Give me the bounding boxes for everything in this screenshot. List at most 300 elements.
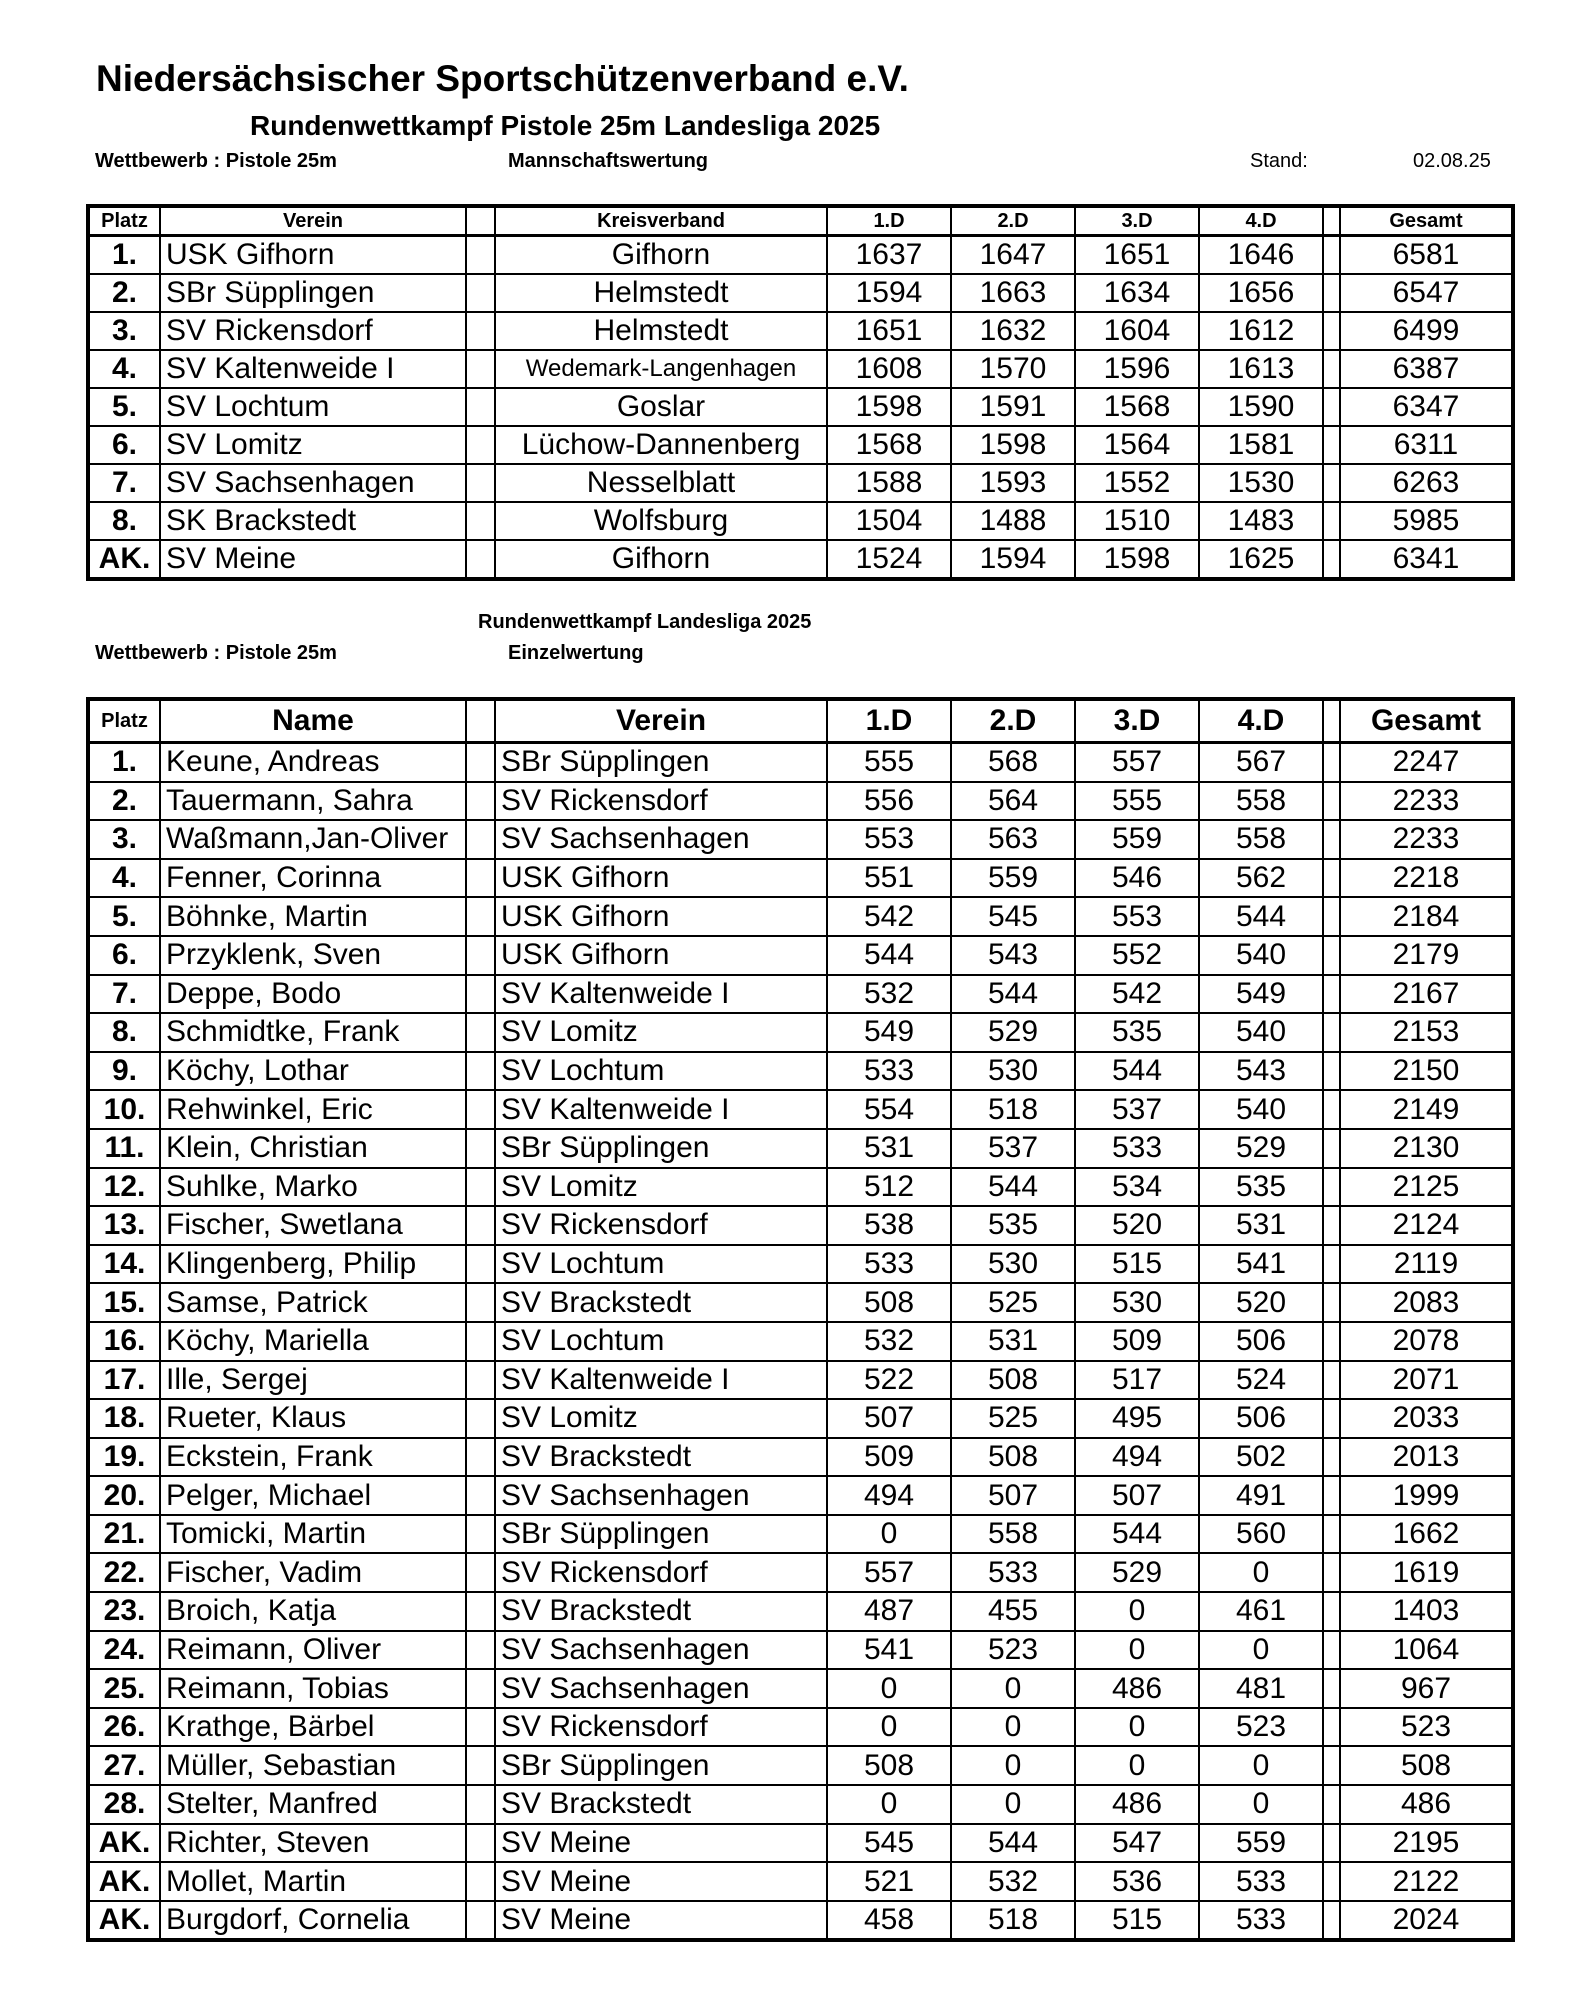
individual-d3: 0 [1075, 1631, 1199, 1670]
individual-row [88, 936, 1513, 975]
individual-d3: 557 [1075, 743, 1199, 782]
individual-row [88, 782, 1513, 821]
individual-d1: 508 [827, 1746, 951, 1785]
team-table-header [88, 206, 1513, 236]
individual-d2: 508 [951, 1361, 1075, 1400]
individual-verein: SV Lochtum [495, 1322, 827, 1361]
team-d1: 1598 [827, 388, 951, 426]
individual-gesamt: 1403 [1340, 1592, 1513, 1631]
competition-title: Rundenwettkampf Pistole 25m Landesliga 2025 [250, 110, 881, 141]
header-d1: 1.D [827, 206, 951, 236]
individual-row [88, 1013, 1513, 1052]
individual-d2: 0 [951, 1785, 1075, 1824]
individual-competition-label: Wettbewerb : Pistole 25m [95, 642, 337, 664]
individual-platz: AK. [88, 1862, 160, 1901]
team-gesamt: 6499 [1340, 312, 1513, 350]
individual-row [88, 1708, 1513, 1747]
team-kreisverband: Nesselblatt [495, 464, 827, 502]
individual-row [88, 1090, 1513, 1129]
team-d1: 1608 [827, 350, 951, 388]
individual-d3: 535 [1075, 1013, 1199, 1052]
individual-name: Klein, Christian [160, 1129, 466, 1168]
individual-row [88, 1168, 1513, 1207]
individual-gap [1323, 1862, 1340, 1901]
individual-verein: USK Gifhorn [495, 859, 827, 898]
header-platz: Platz [88, 206, 160, 236]
individual-d3: 555 [1075, 782, 1199, 821]
individual-d3: 529 [1075, 1553, 1199, 1592]
individual-d2: 455 [951, 1592, 1075, 1631]
individual-name: Rueter, Klaus [160, 1399, 466, 1438]
individual-name: Tauermann, Sahra [160, 782, 466, 821]
individual-verein: USK Gifhorn [495, 936, 827, 975]
individual-name: Böhnke, Martin [160, 897, 466, 936]
individual-d4: 540 [1199, 1013, 1323, 1052]
individual-d2: 518 [951, 1901, 1075, 1941]
individual-row [88, 743, 1513, 782]
header-gap [1323, 699, 1340, 743]
individual-platz: 15. [88, 1283, 160, 1322]
team-d2: 1593 [951, 464, 1075, 502]
individual-gesamt: 2233 [1340, 820, 1513, 859]
individual-d1: 555 [827, 743, 951, 782]
team-platz: 2. [88, 274, 160, 312]
team-verein: SV Rickensdorf [160, 312, 466, 350]
individual-d4: 461 [1199, 1592, 1323, 1631]
individual-d4: 558 [1199, 782, 1323, 821]
team-platz: 6. [88, 426, 160, 464]
individual-gesamt: 2024 [1340, 1901, 1513, 1941]
individual-verein: SV Lomitz [495, 1399, 827, 1438]
team-row [88, 312, 1513, 350]
individual-d3: 515 [1075, 1901, 1199, 1941]
individual-d2: 531 [951, 1322, 1075, 1361]
individual-d3: 542 [1075, 975, 1199, 1014]
header-gap [466, 206, 495, 236]
individual-gap [1323, 1438, 1340, 1477]
individual-d3: 520 [1075, 1206, 1199, 1245]
individual-d1: 0 [827, 1708, 951, 1747]
individual-d4: 567 [1199, 743, 1323, 782]
individual-d3: 486 [1075, 1785, 1199, 1824]
competition-label: Wettbewerb : Pistole 25m [95, 150, 337, 172]
team-d2: 1570 [951, 350, 1075, 388]
individual-d3: 530 [1075, 1283, 1199, 1322]
individual-d2: 544 [951, 975, 1075, 1014]
individual-gap [1323, 1052, 1340, 1091]
individual-verein: SV Kaltenweide I [495, 1361, 827, 1400]
team-d3: 1596 [1075, 350, 1199, 388]
individual-verein: SV Sachsenhagen [495, 1476, 827, 1515]
header-d4: 4.D [1199, 699, 1323, 743]
team-platz: AK. [88, 540, 160, 579]
individual-gap [466, 1785, 495, 1824]
individual-d3: 544 [1075, 1052, 1199, 1091]
individual-gap [1323, 1708, 1340, 1747]
team-gap [1323, 274, 1340, 312]
individual-name: Schmidtke, Frank [160, 1013, 466, 1052]
individual-gesamt: 2184 [1340, 897, 1513, 936]
team-row [88, 274, 1513, 312]
individual-d1: 509 [827, 1438, 951, 1477]
individual-row [88, 1052, 1513, 1091]
team-gap [466, 464, 495, 502]
individual-d1: 0 [827, 1669, 951, 1708]
individual-d4: 0 [1199, 1785, 1323, 1824]
individual-d3: 534 [1075, 1168, 1199, 1207]
individual-d2: 523 [951, 1631, 1075, 1670]
individual-name: Müller, Sebastian [160, 1746, 466, 1785]
team-kreisverband: Helmstedt [495, 312, 827, 350]
individual-row [88, 1129, 1513, 1168]
individual-gesamt: 523 [1340, 1708, 1513, 1747]
team-kreisverband: Helmstedt [495, 274, 827, 312]
team-d2: 1632 [951, 312, 1075, 350]
individual-d3: 0 [1075, 1708, 1199, 1747]
individual-platz: 8. [88, 1013, 160, 1052]
team-kreisverband: Goslar [495, 388, 827, 426]
individual-d4: 533 [1199, 1862, 1323, 1901]
individual-gesamt: 2083 [1340, 1283, 1513, 1322]
individual-name: Stelter, Manfred [160, 1785, 466, 1824]
individual-name: Tomicki, Martin [160, 1515, 466, 1554]
individual-gap [1323, 1168, 1340, 1207]
individual-name: Reimann, Tobias [160, 1669, 466, 1708]
individual-verein: SBr Süpplingen [495, 1746, 827, 1785]
individual-gap [466, 1322, 495, 1361]
individual-d1: 508 [827, 1283, 951, 1322]
individual-d4: 523 [1199, 1708, 1323, 1747]
team-row [88, 236, 1513, 275]
team-gap [1323, 350, 1340, 388]
individual-gesamt: 2153 [1340, 1013, 1513, 1052]
individual-d2: 0 [951, 1746, 1075, 1785]
team-d1: 1504 [827, 502, 951, 540]
individual-d2: 532 [951, 1862, 1075, 1901]
individual-d4: 491 [1199, 1476, 1323, 1515]
individual-row [88, 1399, 1513, 1438]
individual-gap [466, 859, 495, 898]
team-d4: 1656 [1199, 274, 1323, 312]
header-gap [1323, 206, 1340, 236]
individual-d4: 506 [1199, 1322, 1323, 1361]
individual-gap [466, 1476, 495, 1515]
individual-d4: 562 [1199, 859, 1323, 898]
individual-platz: 3. [88, 820, 160, 859]
team-d2: 1663 [951, 274, 1075, 312]
individual-d2: 563 [951, 820, 1075, 859]
individual-d3: 486 [1075, 1669, 1199, 1708]
individual-gap [466, 1746, 495, 1785]
team-gesamt: 6581 [1340, 236, 1513, 275]
individual-platz: 7. [88, 975, 160, 1014]
team-gap [1323, 464, 1340, 502]
individual-d1: 532 [827, 1322, 951, 1361]
team-gap [1323, 540, 1340, 579]
individual-verein: SV Lochtum [495, 1052, 827, 1091]
individual-d1: 458 [827, 1901, 951, 1941]
team-gap [1323, 388, 1340, 426]
individual-d1: 544 [827, 936, 951, 975]
header-d4: 4.D [1199, 206, 1323, 236]
individual-name: Köchy, Mariella [160, 1322, 466, 1361]
stand-date: 02.08.25 [1413, 150, 1491, 172]
individual-d4: 560 [1199, 1515, 1323, 1554]
individual-verein: SV Brackstedt [495, 1592, 827, 1631]
individual-gap [466, 1901, 495, 1941]
individual-d4: 549 [1199, 975, 1323, 1014]
individual-d3: 517 [1075, 1361, 1199, 1400]
individual-gap [1323, 897, 1340, 936]
individual-name: Krathge, Bärbel [160, 1708, 466, 1747]
individual-d4: 524 [1199, 1361, 1323, 1400]
individual-d3: 544 [1075, 1515, 1199, 1554]
team-gesamt: 6341 [1340, 540, 1513, 579]
individual-d2: 564 [951, 782, 1075, 821]
individual-gap [1323, 1553, 1340, 1592]
individual-name: Fenner, Corinna [160, 859, 466, 898]
individual-row [88, 820, 1513, 859]
individual-d1: 522 [827, 1361, 951, 1400]
individual-d3: 559 [1075, 820, 1199, 859]
individual-platz: 2. [88, 782, 160, 821]
individual-verein: SV Lomitz [495, 1168, 827, 1207]
individual-gap [1323, 1476, 1340, 1515]
individual-row [88, 1322, 1513, 1361]
individual-row [88, 897, 1513, 936]
individual-d1: 507 [827, 1399, 951, 1438]
individual-verein: SV Meine [495, 1901, 827, 1941]
individual-row [88, 1746, 1513, 1785]
individual-name: Mollet, Martin [160, 1862, 466, 1901]
individual-gap [466, 1669, 495, 1708]
individual-verein: SV Sachsenhagen [495, 1631, 827, 1670]
individual-row [88, 975, 1513, 1014]
individual-d1: 531 [827, 1129, 951, 1168]
individual-gesamt: 2119 [1340, 1245, 1513, 1284]
individual-d3: 536 [1075, 1862, 1199, 1901]
individual-d2: 507 [951, 1476, 1075, 1515]
individual-name: Burgdorf, Cornelia [160, 1901, 466, 1941]
individual-platz: 13. [88, 1206, 160, 1245]
individual-name: Reimann, Oliver [160, 1631, 466, 1670]
individual-gesamt: 2247 [1340, 743, 1513, 782]
individual-platz: 1. [88, 743, 160, 782]
team-gesamt: 6311 [1340, 426, 1513, 464]
individual-d1: 553 [827, 820, 951, 859]
individual-d1: 557 [827, 1553, 951, 1592]
individual-d4: 529 [1199, 1129, 1323, 1168]
individual-d2: 535 [951, 1206, 1075, 1245]
team-d2: 1591 [951, 388, 1075, 426]
individual-gap [1323, 782, 1340, 821]
team-kreisverband: Gifhorn [495, 540, 827, 579]
individual-name: Pelger, Michael [160, 1476, 466, 1515]
team-gap [1323, 312, 1340, 350]
individual-verein: SV Kaltenweide I [495, 975, 827, 1014]
team-verein: SK Brackstedt [160, 502, 466, 540]
individual-d3: 546 [1075, 859, 1199, 898]
individual-d1: 0 [827, 1515, 951, 1554]
individual-d4: 543 [1199, 1052, 1323, 1091]
individual-platz: 24. [88, 1631, 160, 1670]
individual-d1: 545 [827, 1824, 951, 1863]
team-row [88, 426, 1513, 464]
individual-gap [466, 1438, 495, 1477]
individual-name: Suhlke, Marko [160, 1168, 466, 1207]
header-d1: 1.D [827, 699, 951, 743]
header-name: Name [160, 699, 466, 743]
individual-row [88, 1515, 1513, 1554]
individual-platz: 4. [88, 859, 160, 898]
header-d3: 3.D [1075, 699, 1199, 743]
individual-gap [466, 1361, 495, 1400]
team-d3: 1604 [1075, 312, 1199, 350]
individual-d1: 541 [827, 1631, 951, 1670]
individual-d2: 537 [951, 1129, 1075, 1168]
individual-row [88, 1824, 1513, 1863]
individual-d4: 540 [1199, 1090, 1323, 1129]
individual-name: Fischer, Vadim [160, 1553, 466, 1592]
team-d4: 1590 [1199, 388, 1323, 426]
header-gesamt: Gesamt [1340, 206, 1513, 236]
individual-gesamt: 1662 [1340, 1515, 1513, 1554]
team-gap [466, 274, 495, 312]
individual-gesamt: 2078 [1340, 1322, 1513, 1361]
team-verein: SBr Süpplingen [160, 274, 466, 312]
individual-d4: 541 [1199, 1245, 1323, 1284]
individual-d2: 508 [951, 1438, 1075, 1477]
team-row [88, 540, 1513, 579]
team-kreisverband: Lüchow-Dannenberg [495, 426, 827, 464]
individual-name: Samse, Patrick [160, 1283, 466, 1322]
individual-platz: 17. [88, 1361, 160, 1400]
individual-platz: 11. [88, 1129, 160, 1168]
individual-mode-label: Einzelwertung [508, 642, 644, 664]
individual-gap [1323, 1824, 1340, 1863]
team-gesamt: 6547 [1340, 274, 1513, 312]
individual-row [88, 1245, 1513, 1284]
individual-d4: 531 [1199, 1206, 1323, 1245]
header-d3: 3.D [1075, 206, 1199, 236]
header-verein: Verein [160, 206, 466, 236]
individual-gesamt: 2130 [1340, 1129, 1513, 1168]
team-row [88, 388, 1513, 426]
individual-gesamt: 2122 [1340, 1862, 1513, 1901]
team-gap [466, 350, 495, 388]
individual-verein: SV Rickensdorf [495, 1553, 827, 1592]
individual-verein: USK Gifhorn [495, 897, 827, 936]
team-row [88, 502, 1513, 540]
individual-d3: 509 [1075, 1322, 1199, 1361]
individual-d2: 568 [951, 743, 1075, 782]
team-platz: 1. [88, 236, 160, 275]
individual-name: Richter, Steven [160, 1824, 466, 1863]
individual-verein: SV Meine [495, 1862, 827, 1901]
team-d1: 1568 [827, 426, 951, 464]
team-gesamt: 6263 [1340, 464, 1513, 502]
individual-d3: 537 [1075, 1090, 1199, 1129]
team-row [88, 464, 1513, 502]
individual-row [88, 859, 1513, 898]
individual-gesamt: 2071 [1340, 1361, 1513, 1400]
individual-d1: 556 [827, 782, 951, 821]
individual-gesamt: 2179 [1340, 936, 1513, 975]
individual-name: Köchy, Lothar [160, 1052, 466, 1091]
team-gap [466, 236, 495, 275]
individual-name: Fischer, Swetlana [160, 1206, 466, 1245]
team-d3: 1510 [1075, 502, 1199, 540]
team-gap [466, 502, 495, 540]
team-gap [466, 426, 495, 464]
individual-d1: 0 [827, 1785, 951, 1824]
team-d2: 1594 [951, 540, 1075, 579]
individual-platz: 12. [88, 1168, 160, 1207]
individual-gesamt: 2033 [1340, 1399, 1513, 1438]
individual-gap [466, 1013, 495, 1052]
individual-row [88, 1361, 1513, 1400]
individual-row [88, 1206, 1513, 1245]
individual-gap [1323, 743, 1340, 782]
individual-gesamt: 2149 [1340, 1090, 1513, 1129]
individual-gap [1323, 1361, 1340, 1400]
individual-d1: 542 [827, 897, 951, 936]
individual-d2: 559 [951, 859, 1075, 898]
individual-verein: SBr Süpplingen [495, 743, 827, 782]
header-gap [466, 699, 495, 743]
individual-d2: 0 [951, 1708, 1075, 1747]
header-verein: Verein [495, 699, 827, 743]
individual-gap [466, 1283, 495, 1322]
team-d2: 1488 [951, 502, 1075, 540]
individual-gap [1323, 1592, 1340, 1631]
individual-d3: 507 [1075, 1476, 1199, 1515]
individual-platz: 21. [88, 1515, 160, 1554]
team-kreisverband: Gifhorn [495, 236, 827, 275]
team-gesamt: 6347 [1340, 388, 1513, 426]
team-gap [1323, 236, 1340, 275]
individual-gap [466, 1129, 495, 1168]
individual-d2: 529 [951, 1013, 1075, 1052]
organization-title: Niedersächsischer Sportschützenverband e.V. [96, 58, 909, 99]
team-verein: SV Sachsenhagen [160, 464, 466, 502]
header-d2: 2.D [951, 699, 1075, 743]
individual-platz: 25. [88, 1669, 160, 1708]
individual-gap [1323, 1245, 1340, 1284]
individual-gap [1323, 1746, 1340, 1785]
individual-platz: 18. [88, 1399, 160, 1438]
individual-gap [466, 1515, 495, 1554]
individual-d4: 558 [1199, 820, 1323, 859]
team-d3: 1568 [1075, 388, 1199, 426]
individual-platz: 22. [88, 1553, 160, 1592]
team-gap [1323, 502, 1340, 540]
individual-d3: 0 [1075, 1746, 1199, 1785]
individual-gap [1323, 1631, 1340, 1670]
team-d2: 1647 [951, 236, 1075, 275]
individual-platz: 26. [88, 1708, 160, 1747]
individual-platz: AK. [88, 1824, 160, 1863]
individual-platz: 27. [88, 1746, 160, 1785]
individual-gesamt: 486 [1340, 1785, 1513, 1824]
individual-row [88, 1669, 1513, 1708]
individual-d3: 533 [1075, 1129, 1199, 1168]
individual-d1: 521 [827, 1862, 951, 1901]
individual-d4: 0 [1199, 1553, 1323, 1592]
team-d4: 1530 [1199, 464, 1323, 502]
individual-name: Waßmann,Jan-Oliver [160, 820, 466, 859]
individual-gap [1323, 1090, 1340, 1129]
